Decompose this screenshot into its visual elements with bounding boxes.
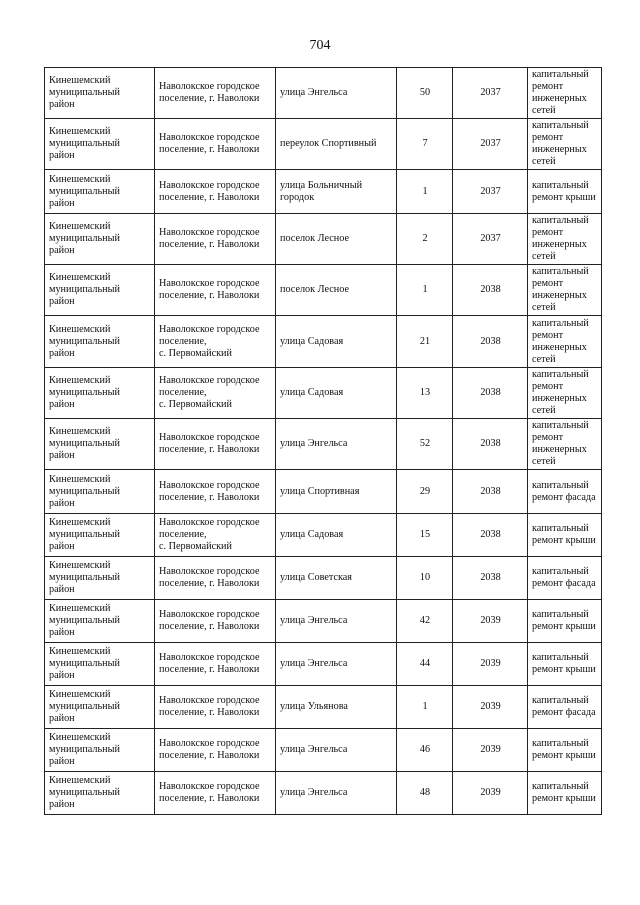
street-cell: улица Садовая [276,316,397,368]
street-cell: улица Энгельса [276,729,397,772]
house-number-cell: 1 [397,170,453,214]
table-row [45,600,602,643]
page-number: 704 [309,38,331,53]
year-cell: 2038 [453,557,528,600]
settlement-cell: Наволокское городское поселение, г. Наволоки [155,729,276,772]
year-cell: 2039 [453,772,528,815]
table-row [45,316,602,368]
table-row [45,214,602,265]
street-cell: поселок Лесное [276,265,397,316]
house-number-cell: 10 [397,557,453,600]
work-type-cell: капитальный ремонт фасада [528,470,602,514]
work-type-cell: капитальный ремонт инженерных сетей [528,119,602,170]
table-row [45,68,602,119]
year-cell: 2037 [453,170,528,214]
work-type-cell: капитальный ремонт крыши [528,600,602,643]
work-type-cell: капитальный ремонт крыши [528,772,602,815]
table-row [45,119,602,170]
table-row [45,772,602,815]
year-cell: 2037 [453,68,528,119]
street-cell: улица Советская [276,557,397,600]
table-row [45,729,602,772]
house-number-cell: 2 [397,214,453,265]
work-type-cell: капитальный ремонт крыши [528,514,602,557]
year-cell: 2037 [453,119,528,170]
district-cell: Кинешемский муниципальный район [45,316,155,368]
street-cell: улица Ульянова [276,686,397,729]
work-type-cell: капитальный ремонт крыши [528,729,602,772]
street-cell: улица Энгельса [276,643,397,686]
house-number-cell: 15 [397,514,453,557]
settlement-cell: Наволокское городское поселение, с. Первомайский [155,514,276,557]
year-cell: 2037 [453,214,528,265]
house-number-cell: 44 [397,643,453,686]
work-type-cell: капитальный ремонт крыши [528,170,602,214]
settlement-cell: Наволокское городское поселение, с. Первомайский [155,368,276,419]
house-number-cell: 29 [397,470,453,514]
settlement-cell: Наволокское городское поселение, г. Наволоки [155,265,276,316]
year-cell: 2039 [453,686,528,729]
district-cell: Кинешемский муниципальный район [45,514,155,557]
district-cell: Кинешемский муниципальный район [45,643,155,686]
district-cell: Кинешемский муниципальный район [45,368,155,419]
district-cell: Кинешемский муниципальный район [45,557,155,600]
table-body [45,68,602,815]
house-number-cell: 42 [397,600,453,643]
settlement-cell: Наволокское городское поселение, г. Наволоки [155,419,276,470]
district-cell: Кинешемский муниципальный район [45,600,155,643]
year-cell: 2039 [453,600,528,643]
table-row [45,557,602,600]
settlement-cell: Наволокское городское поселение, г. Наволоки [155,119,276,170]
table-row [45,686,602,729]
table-row [45,419,602,470]
street-cell: улица Энгельса [276,68,397,119]
year-cell: 2038 [453,265,528,316]
table-row [45,170,602,214]
work-type-cell: капитальный ремонт инженерных сетей [528,368,602,419]
work-type-cell: капитальный ремонт крыши [528,643,602,686]
district-cell: Кинешемский муниципальный район [45,214,155,265]
district-cell: Кинешемский муниципальный район [45,119,155,170]
house-number-cell: 1 [397,265,453,316]
year-cell: 2039 [453,729,528,772]
street-cell: улица Садовая [276,514,397,557]
work-type-cell: капитальный ремонт инженерных сетей [528,419,602,470]
house-number-cell: 13 [397,368,453,419]
settlement-cell: Наволокское городское поселение, г. Наволоки [155,470,276,514]
street-cell: поселок Лесное [276,214,397,265]
district-cell: Кинешемский муниципальный район [45,470,155,514]
district-cell: Кинешемский муниципальный район [45,68,155,119]
house-number-cell: 7 [397,119,453,170]
street-cell: переулок Спортивный [276,119,397,170]
district-cell: Кинешемский муниципальный район [45,265,155,316]
street-cell: улица Больничный городок [276,170,397,214]
district-cell: Кинешемский муниципальный район [45,772,155,815]
work-type-cell: капитальный ремонт фасада [528,686,602,729]
work-type-cell: капитальный ремонт инженерных сетей [528,265,602,316]
settlement-cell: Наволокское городское поселение, г. Наволоки [155,686,276,729]
settlement-cell: Наволокское городское поселение, г. Наволоки [155,600,276,643]
house-number-cell: 21 [397,316,453,368]
year-cell: 2038 [453,514,528,557]
work-type-cell: капитальный ремонт инженерных сетей [528,68,602,119]
year-cell: 2038 [453,419,528,470]
year-cell: 2038 [453,316,528,368]
settlement-cell: Наволокское городское поселение, с. Первомайский [155,316,276,368]
street-cell: улица Садовая [276,368,397,419]
repair-schedule-table [44,67,602,815]
house-number-cell: 50 [397,68,453,119]
district-cell: Кинешемский муниципальный район [45,729,155,772]
table-row [45,368,602,419]
table-row [45,265,602,316]
settlement-cell: Наволокское городское поселение, г. Наволоки [155,643,276,686]
house-number-cell: 48 [397,772,453,815]
year-cell: 2038 [453,368,528,419]
table-row [45,470,602,514]
street-cell: улица Энгельса [276,772,397,815]
district-cell: Кинешемский муниципальный район [45,419,155,470]
district-cell: Кинешемский муниципальный район [45,686,155,729]
house-number-cell: 46 [397,729,453,772]
settlement-cell: Наволокское городское поселение, г. Наволоки [155,170,276,214]
house-number-cell: 52 [397,419,453,470]
street-cell: улица Энгельса [276,600,397,643]
street-cell: улица Энгельса [276,419,397,470]
year-cell: 2039 [453,643,528,686]
house-number-cell: 1 [397,686,453,729]
settlement-cell: Наволокское городское поселение, г. Наволоки [155,557,276,600]
year-cell: 2038 [453,470,528,514]
work-type-cell: капитальный ремонт инженерных сетей [528,316,602,368]
settlement-cell: Наволокское городское поселение, г. Наволоки [155,772,276,815]
table-row [45,643,602,686]
table-row [45,514,602,557]
work-type-cell: капитальный ремонт фасада [528,557,602,600]
settlement-cell: Наволокское городское поселение, г. Наволоки [155,68,276,119]
street-cell: улица Спортивная [276,470,397,514]
district-cell: Кинешемский муниципальный район [45,170,155,214]
work-type-cell: капитальный ремонт инженерных сетей [528,214,602,265]
settlement-cell: Наволокское городское поселение, г. Наволоки [155,214,276,265]
